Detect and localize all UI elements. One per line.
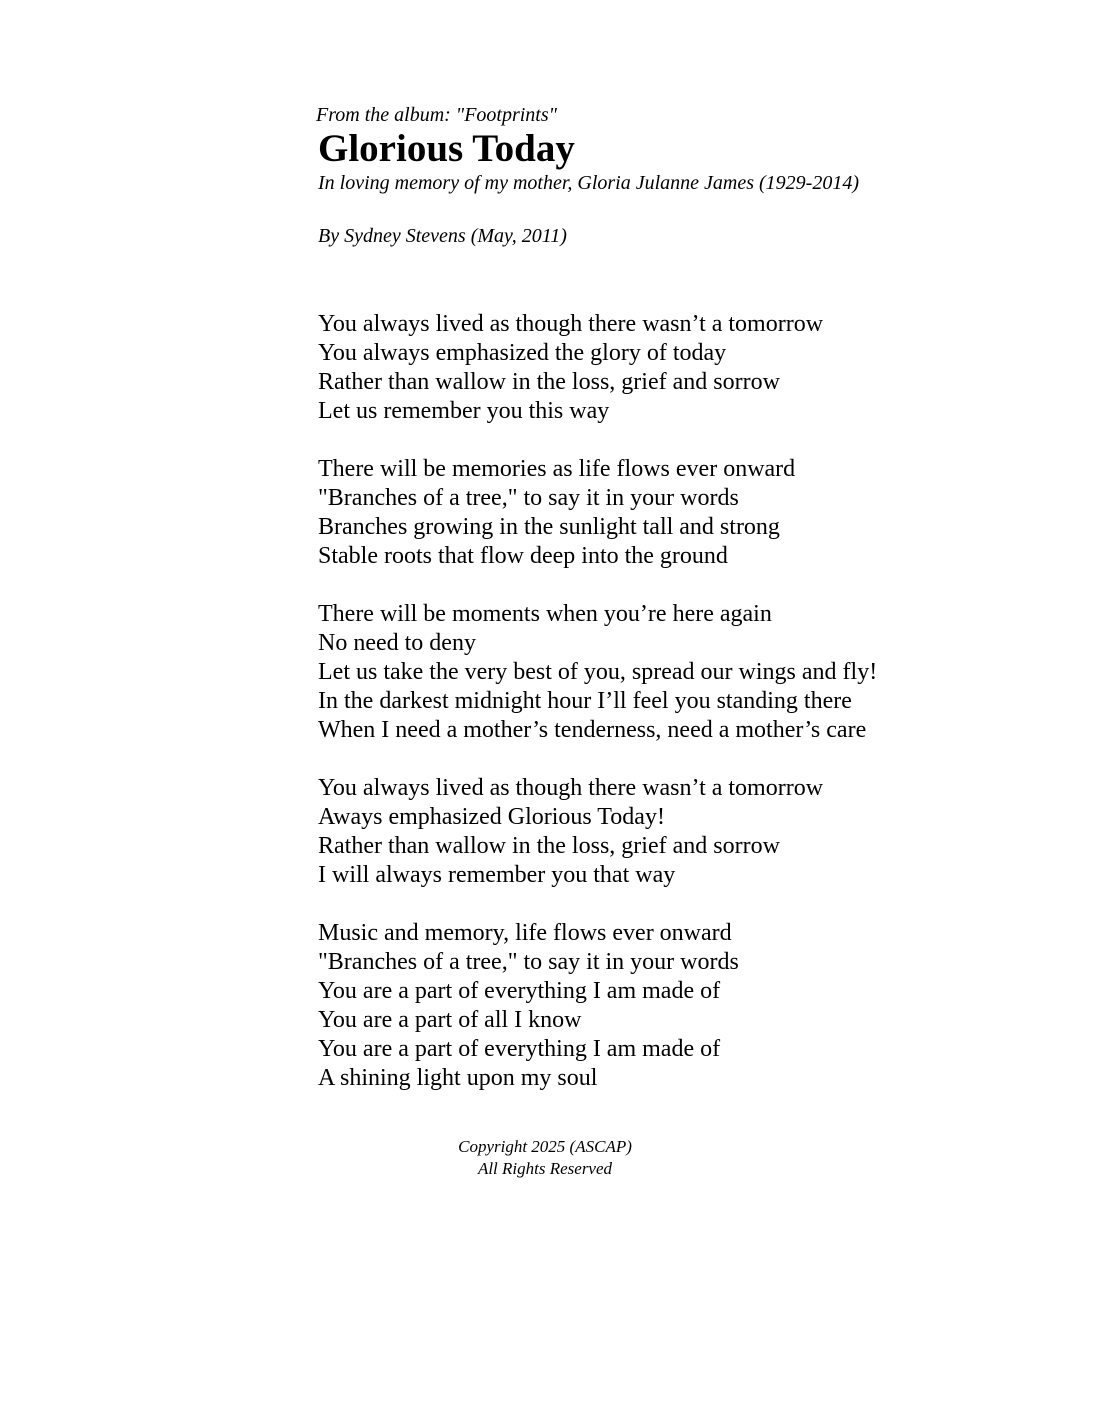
lyric-line: I will always remember you that way — [318, 862, 676, 888]
lyric-line: "Branches of a tree," to say it in your words — [318, 949, 739, 975]
lyric-line: Branches growing in the sunlight tall and strong — [318, 514, 780, 540]
lyric-line: Let us take the very best of you, spread our wings and fly! — [318, 659, 878, 685]
lyrics-body — [318, 310, 1018, 1122]
lyric-line: There will be moments when you’re here again — [318, 601, 772, 627]
lyric-line: Let us remember you this way — [318, 398, 610, 424]
lyric-line: Aways emphasized Glorious Today! — [318, 804, 665, 830]
rights-line: All Rights Reserved — [477, 1159, 613, 1178]
lyric-line: A shining light upon my soul — [318, 1065, 598, 1091]
lyric-line: There will be memories as life flows ever onward — [318, 456, 796, 482]
lyric-line: You always emphasized the glory of today — [318, 340, 727, 366]
lyric-line: In the darkest midnight hour I’ll feel you standing there — [318, 688, 852, 714]
song-title: Glorious Today — [318, 127, 575, 170]
lyric-line: You are a part of everything I am made of — [318, 978, 721, 1004]
stanza-1 — [318, 310, 1018, 426]
lyric-line: No need to deny — [318, 630, 476, 656]
lyric-line: Rather than wallow in the loss, grief and sorrow — [318, 833, 780, 859]
lyric-line: "Branches of a tree," to say it in your words — [318, 485, 739, 511]
stanza-3 — [318, 600, 1018, 745]
lyric-line: Stable roots that flow deep into the ground — [318, 543, 728, 569]
author-line: By Sydney Stevens (May, 2011) — [318, 225, 567, 247]
lyric-line: When I need a mother’s tenderness, need a mother’s care — [318, 717, 867, 743]
lyric-line: You are a part of all I know — [318, 1007, 582, 1033]
stanza-2 — [318, 455, 1018, 571]
lyric-line: Music and memory, life flows ever onward — [318, 920, 732, 946]
lyric-line: You always lived as though there wasn’t a tomorrow — [318, 311, 824, 337]
stanza-5 — [318, 919, 1018, 1093]
album-line: From the album: "Footprints" — [316, 104, 558, 126]
song-header — [316, 103, 1016, 195]
lyric-line: You always lived as though there wasn’t a tomorrow — [318, 775, 824, 801]
lyric-line: Rather than wallow in the loss, grief and sorrow — [318, 369, 780, 395]
copyright-notice — [380, 1136, 710, 1180]
copyright-line: Copyright 2025 (ASCAP) — [458, 1137, 632, 1156]
dedication-line: In loving memory of my mother, Gloria Julanne James (1929-2014) — [318, 172, 860, 194]
stanza-4 — [318, 774, 1018, 890]
lyric-line: You are a part of everything I am made of — [318, 1036, 721, 1062]
